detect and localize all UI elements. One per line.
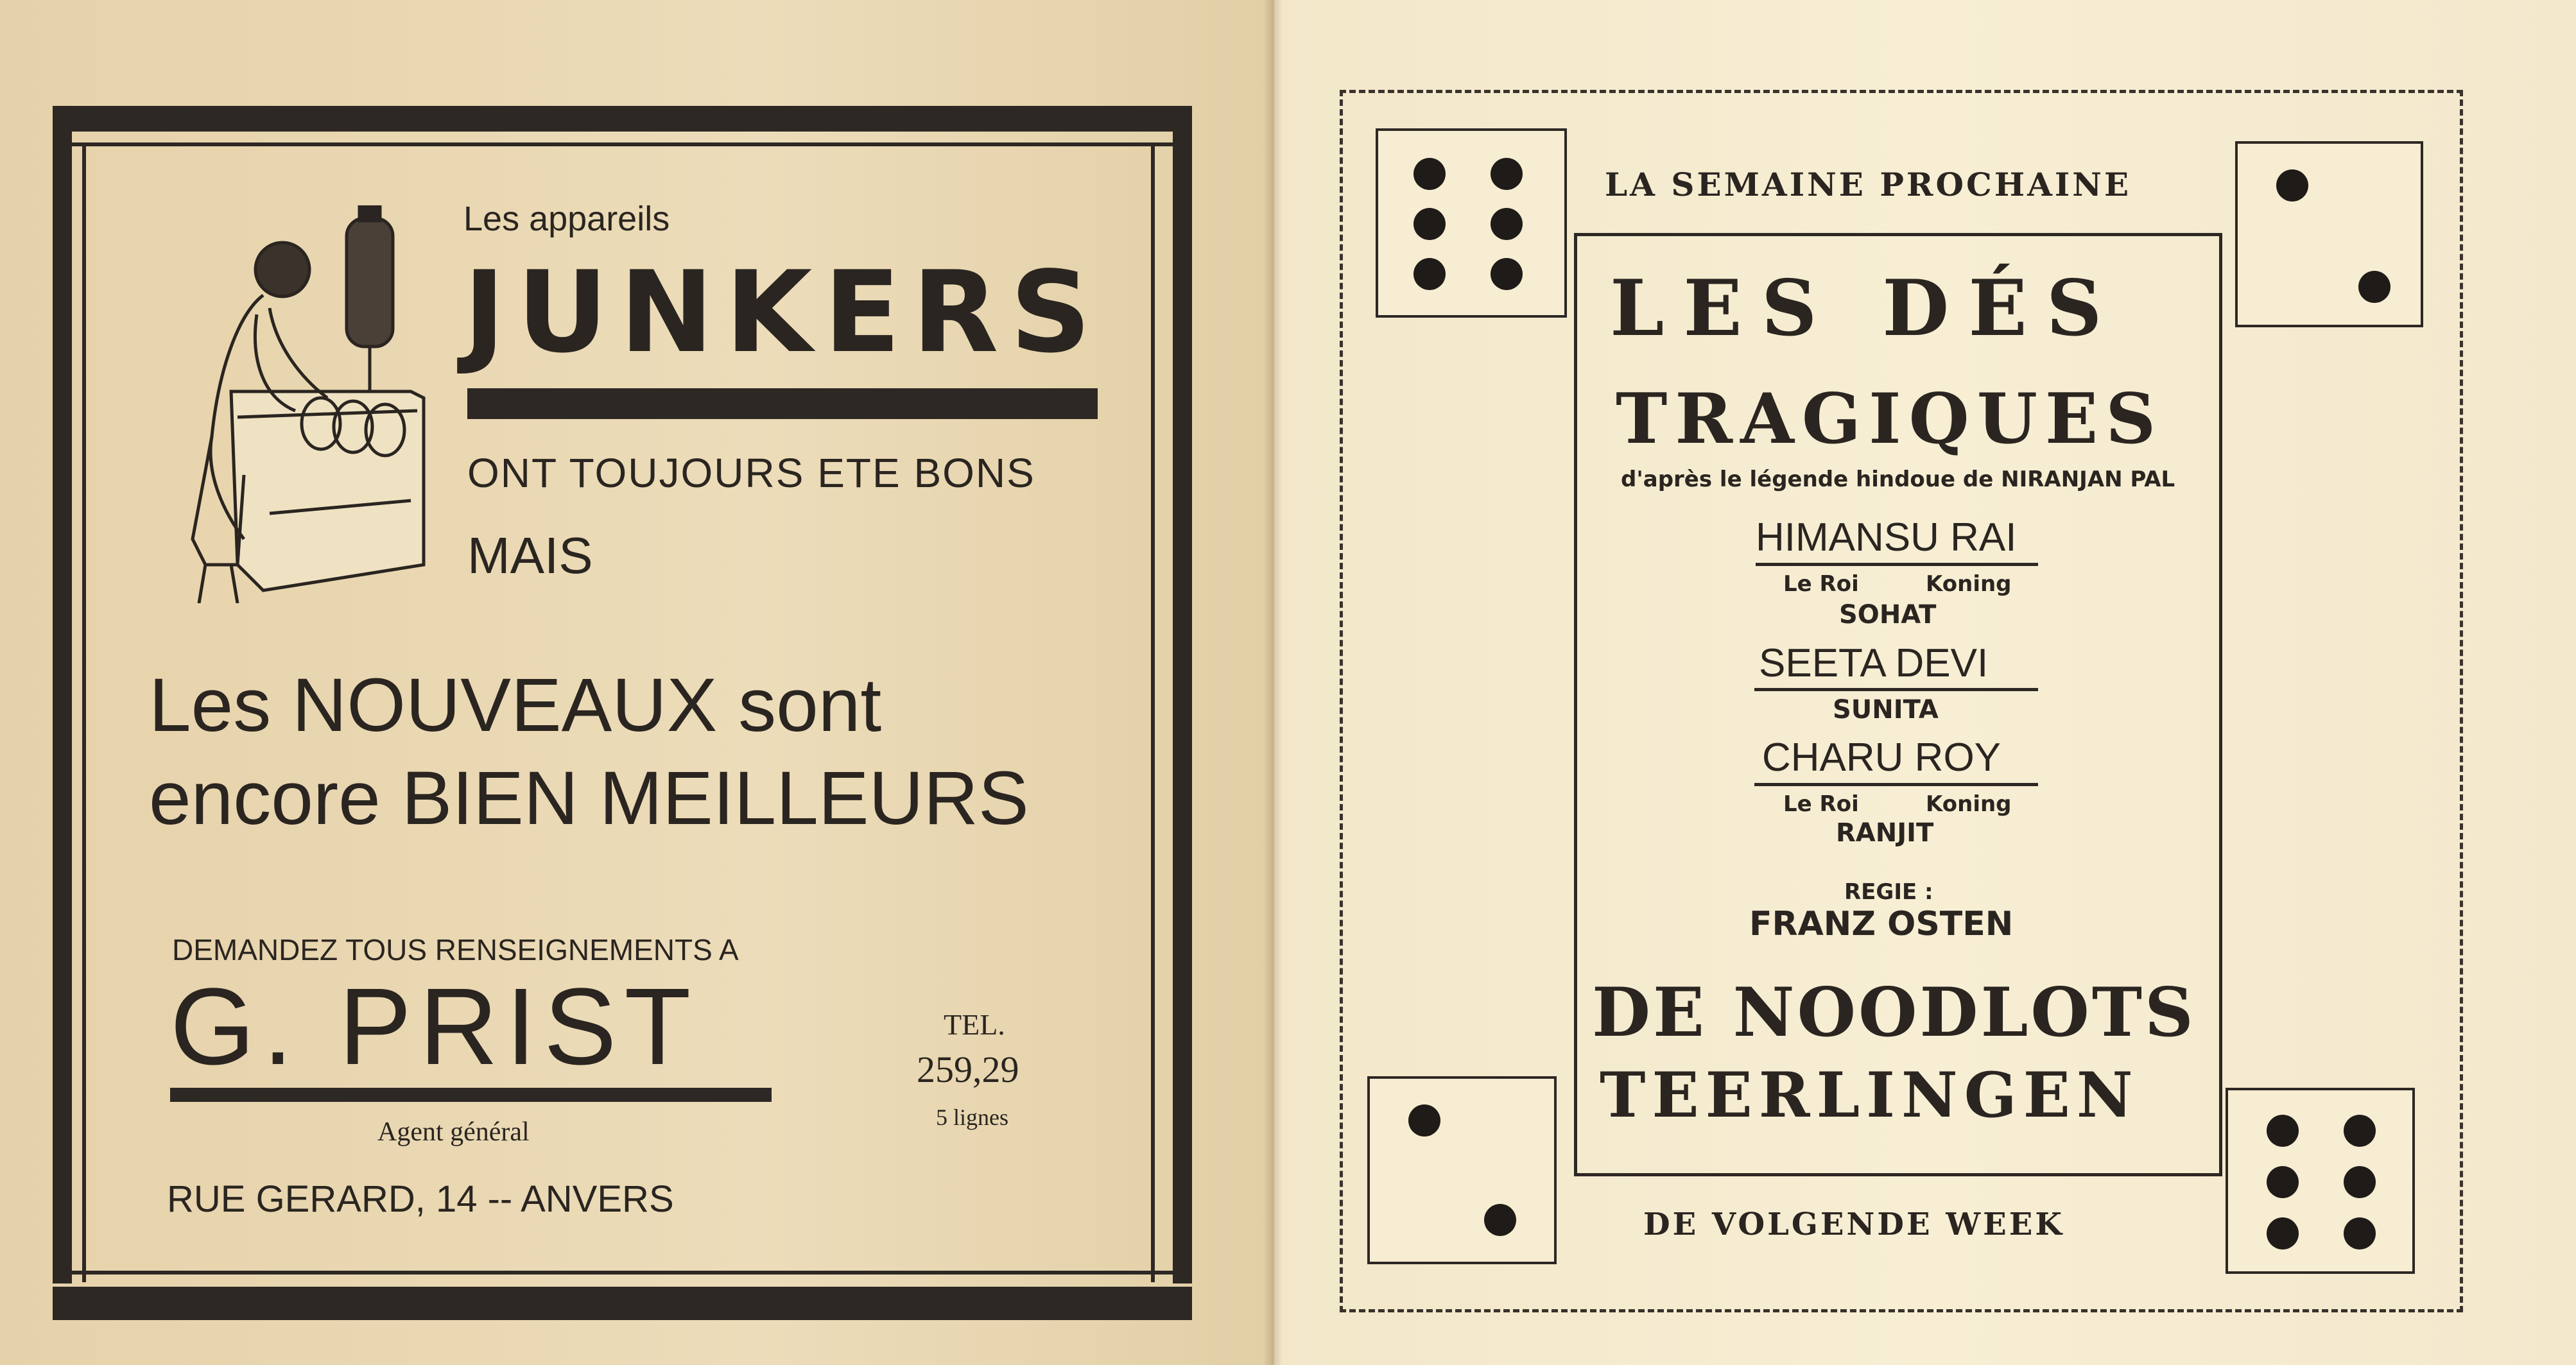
cast-character-3: RANJIT	[1836, 818, 1934, 848]
die-six-top-left	[1376, 128, 1567, 318]
frame-top-thin	[53, 142, 1192, 146]
frame-left-bar	[53, 132, 72, 1283]
frame-top-bar	[53, 106, 1192, 132]
intro-text: Les appareils	[463, 200, 670, 238]
frame-bottom-thin	[53, 1271, 1192, 1275]
agent-title: Agent général	[377, 1117, 530, 1147]
direction-label: REGIE :	[1844, 879, 1933, 905]
cast-underline-3	[1754, 783, 2038, 786]
die-six-bottom-right	[2226, 1088, 2415, 1274]
telephone-label: TEL.	[944, 1008, 1005, 1041]
book-gutter	[1263, 0, 1283, 1365]
cast-role-fr-1: Le Roi	[1783, 571, 1859, 597]
story-source: d'après le légende hindoue de NIRANJAN PAL	[1621, 467, 2175, 492]
tagline-line-2: MAIS	[467, 527, 593, 584]
cast-underline-2	[1754, 688, 2038, 691]
agent-underline	[170, 1088, 772, 1102]
director-name: FRANZ OSTEN	[1749, 905, 2014, 943]
frame-right-thin	[1151, 146, 1155, 1282]
frame-bottom-bar	[53, 1287, 1192, 1320]
headline-line-1: Les NOUVEAUX sont	[149, 663, 882, 748]
french-title-line-2: TRAGIQUES	[1616, 379, 2164, 459]
inquiry-text: DEMANDEZ TOUS RENSEIGNEMENTS A	[172, 933, 739, 966]
cast-role-fr-3: Le Roi	[1783, 791, 1859, 817]
dutch-title-line-2: TEERLINGEN	[1600, 1059, 2139, 1131]
brand-name: JUNKERS	[463, 248, 1103, 378]
cast-role-nl-3: Koning	[1926, 791, 2012, 817]
woman-washing-illustration	[141, 205, 449, 603]
bottom-heading: DE VOLGENDE WEEK	[1643, 1206, 2065, 1242]
cast-underline-1	[1756, 563, 2038, 566]
top-heading: LA SEMAINE PROCHAINE	[1605, 166, 2132, 203]
dutch-title-line-1: DE NOODLOTS	[1592, 972, 2196, 1052]
french-title-line-1: LES DÉS	[1610, 263, 2122, 354]
headline-line-2: encore BIEN MEILLEURS	[149, 756, 1029, 841]
cast-character-1: SOHAT	[1839, 600, 1937, 630]
telephone-lines: 5 lignes	[936, 1104, 1008, 1130]
cast-role-nl-1: Koning	[1926, 571, 2012, 597]
cast-character-2: SUNITA	[1833, 695, 1939, 725]
frame-left-thin	[82, 146, 86, 1282]
cast-actor-1: HIMANSU RAI	[1756, 515, 2017, 560]
cast-actor-3: CHARU ROY	[1762, 735, 2001, 780]
die-two-top-right	[2235, 141, 2423, 327]
brand-underline	[467, 388, 1098, 419]
die-two-bottom-left	[1367, 1076, 1557, 1264]
telephone-number: 259,29	[917, 1049, 1019, 1090]
tagline-line-1: ONT TOUJOURS ETE BONS	[467, 450, 1035, 496]
frame-right-bar	[1173, 132, 1192, 1283]
cast-actor-2: SEETA DEVI	[1759, 641, 1989, 685]
agent-name: G. PRIST	[170, 966, 699, 1088]
agent-address: RUE GERARD, 14 -- ANVERS	[167, 1178, 674, 1220]
